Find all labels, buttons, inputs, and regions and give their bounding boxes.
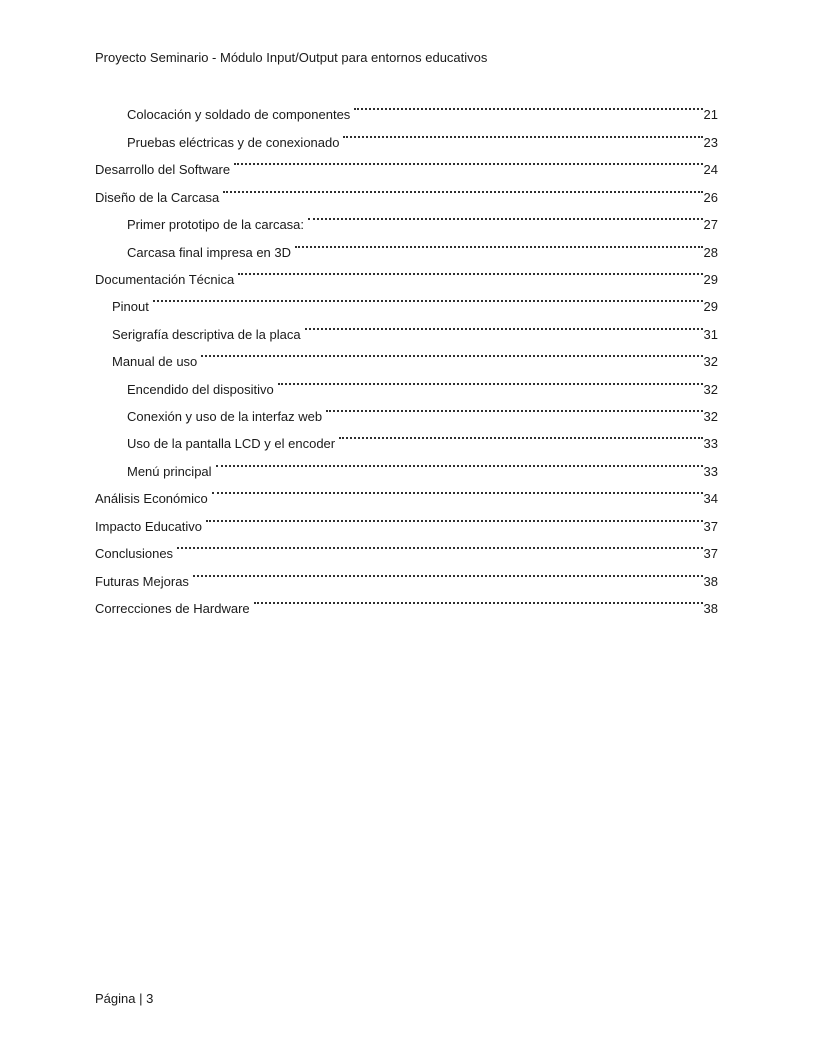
toc-entry-page-number: 23	[703, 134, 718, 150]
toc-entry-page-number: 38	[703, 601, 718, 617]
toc-entry-page-number: 26	[703, 189, 718, 205]
toc-entry-page-number: 32	[703, 409, 718, 425]
toc-entry-label[interactable]: Análisis Económico	[95, 491, 208, 507]
footer-page-label: Página | 3	[95, 991, 154, 1006]
toc-entry-page-number: 29	[703, 299, 718, 315]
toc-dot-leader	[234, 257, 703, 284]
toc-dot-leader	[335, 421, 703, 448]
toc-entry-page-number: 27	[703, 217, 718, 233]
toc-entry-label[interactable]: Conexión y uso de la interfaz web	[127, 409, 323, 425]
toc-entry-page-number: 32	[703, 381, 718, 397]
toc-entry-label[interactable]: Uso de la pantalla LCD y el encoder	[127, 436, 336, 452]
toc-entry-label[interactable]: Impacto Educativo	[95, 518, 202, 534]
toc-entry-page-number: 37	[703, 546, 718, 562]
toc-dot-leader	[274, 366, 704, 393]
toc-entry-label[interactable]: Pruebas eléctricas y de conexionado	[127, 134, 340, 150]
toc-entry[interactable]	[95, 92, 718, 123]
toc-dot-leader	[197, 339, 703, 366]
toc-entry-label[interactable]: Correcciones de Hardware	[95, 601, 250, 617]
toc-entry-page-number: 33	[703, 463, 718, 479]
toc-dot-leader	[304, 202, 704, 229]
toc-dot-leader	[291, 229, 704, 256]
toc-dot-leader	[173, 531, 703, 558]
toc-dot-leader	[202, 503, 704, 530]
toc-entry[interactable]	[95, 311, 718, 342]
document-header	[95, 50, 718, 65]
toc-dot-leader	[250, 586, 704, 613]
toc-entry-label[interactable]: Primer prototipo de la carcasa:	[127, 217, 305, 233]
toc-entry-page-number: 24	[703, 162, 718, 178]
document-footer	[95, 991, 153, 1007]
toc-entry-page-number: 33	[703, 436, 718, 452]
toc-entry-label[interactable]: Colocación y soldado de componentes	[127, 107, 351, 123]
toc-dot-leader	[301, 311, 704, 338]
toc-entry-page-number: 34	[703, 491, 718, 507]
toc-entry-page-number: 38	[703, 573, 718, 589]
toc-dot-leader	[212, 448, 704, 475]
toc-entry-label[interactable]: Futuras Mejoras	[95, 573, 189, 589]
toc-entry-page-number: 32	[703, 354, 718, 370]
toc-entry-label[interactable]: Desarrollo del Software	[95, 162, 231, 178]
toc-entry[interactable]	[95, 558, 718, 589]
toc-entry-page-number: 31	[703, 326, 718, 342]
toc-entry-label[interactable]: Carcasa final impresa en 3D	[127, 244, 292, 260]
toc-entry-page-number: 21	[703, 107, 718, 123]
toc-dot-leader	[208, 476, 704, 503]
toc-dot-leader	[189, 558, 704, 585]
toc-entry-label[interactable]: Diseño de la Carcasa	[95, 189, 220, 205]
toc-dot-leader	[219, 174, 703, 201]
toc-dot-leader	[230, 147, 703, 174]
toc-entry-page-number: 28	[703, 244, 718, 260]
toc-entry-label[interactable]: Encendido del dispositivo	[127, 381, 274, 397]
table-of-contents	[95, 92, 718, 617]
toc-entry-label[interactable]: Menú principal	[127, 463, 212, 479]
toc-entry-label[interactable]: Pinout	[112, 299, 149, 315]
toc-dot-leader	[149, 284, 704, 311]
toc-entry-label[interactable]: Serigrafía descriptiva de la placa	[112, 326, 301, 342]
toc-entry[interactable]	[95, 284, 718, 315]
header-title: Proyecto Seminario - Módulo Input/Output para entornos educativos	[95, 50, 488, 65]
toc-entry-label[interactable]: Manual de uso	[112, 354, 198, 370]
toc-entry-page-number: 37	[703, 518, 718, 534]
toc-dot-leader	[339, 119, 703, 146]
toc-entry[interactable]	[95, 531, 718, 562]
toc-entry-page-number: 29	[703, 271, 718, 287]
toc-dot-leader	[322, 394, 703, 421]
toc-entry-label[interactable]: Documentación Técnica	[95, 271, 235, 287]
toc-entry-label[interactable]: Conclusiones	[95, 546, 174, 562]
toc-dot-leader	[350, 92, 703, 119]
